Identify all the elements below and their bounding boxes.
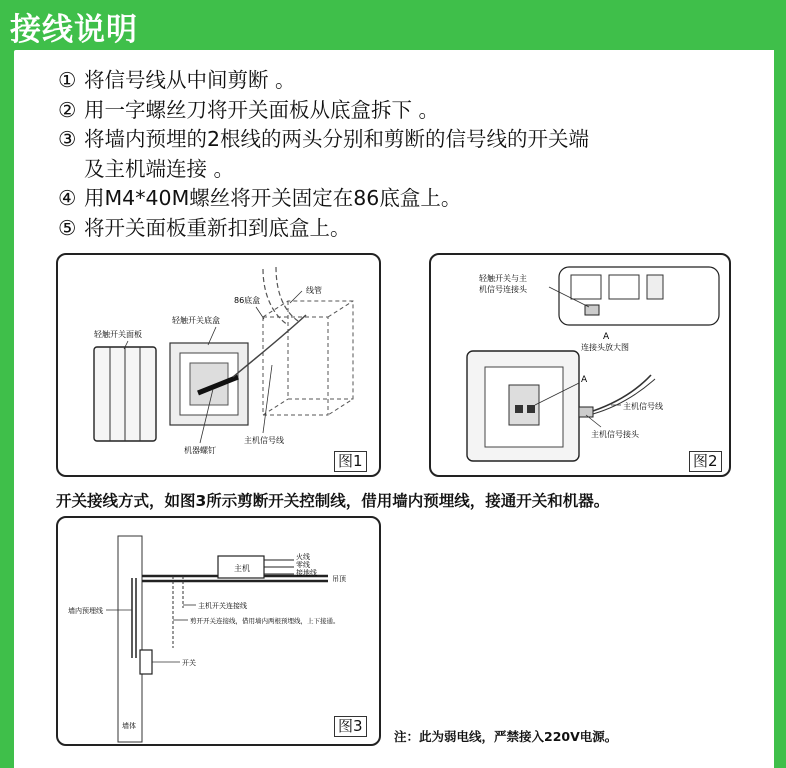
figure-1-illustration xyxy=(58,255,379,475)
instruction-steps xyxy=(58,66,589,243)
callout-host: 主机 xyxy=(234,564,250,573)
step-text: 将开关面板重新扣到底盒上。 xyxy=(84,215,351,240)
callout-connector-line2: 机信号连接头 xyxy=(479,285,527,294)
callout-switch: 开关 xyxy=(182,659,196,667)
callout-host-signal-wire: 主机信号线 xyxy=(623,402,663,411)
callout-embedded-wire: 墙内预埋线 xyxy=(68,607,103,615)
figure-1-panel xyxy=(56,253,381,477)
callout-screw: 机器螺钉 xyxy=(184,446,216,455)
wiring-caption: 开关接线方式，如图3所示剪断开关控制线，借用墙内预埋线，接通开关和机器。 xyxy=(56,492,610,510)
callout-zoom-caption: 连接头放大图 xyxy=(581,343,629,352)
figure-3-panel xyxy=(56,516,381,746)
figure-3-illustration xyxy=(58,518,379,744)
step-item xyxy=(58,184,589,214)
figure-3-label: 图3 xyxy=(334,716,367,737)
step-text: 将墙内预埋的2根线的两头分别和剪断的信号线的开关端 xyxy=(84,127,590,151)
step-number: ⑤ xyxy=(58,215,77,240)
figure-2-illustration xyxy=(431,255,729,475)
callout-switch-base: 轻触开关底盒 xyxy=(172,316,220,325)
step-text: 用一字螺丝刀将开关面板从底盒拆下 。 xyxy=(84,97,440,122)
callout-wall: 墙体 xyxy=(122,722,136,730)
callout-ceiling: 吊顶 xyxy=(332,575,346,583)
step-text: 用M4*40M螺丝将开关固定在86底盒上。 xyxy=(84,186,462,210)
callout-switch-panel: 轻触开关面板 xyxy=(94,330,142,339)
step-item xyxy=(58,96,589,126)
step-item xyxy=(58,66,589,96)
figure-2-panel xyxy=(429,253,731,477)
page-title: 接线说明 xyxy=(10,12,138,48)
warning-note: 注：此为弱电线，严禁接入220V电源。 xyxy=(394,729,618,744)
callout-host-switch-wire: 主机开关连接线 xyxy=(198,602,247,610)
marker-a2: A xyxy=(581,375,588,385)
figure-2-label: 图2 xyxy=(689,451,722,472)
step-text: 及主机端连接 。 xyxy=(84,156,235,181)
callout-cut-note: 剪开开关连接线，借用墙内两根预埋线，上下接通。 xyxy=(190,617,340,625)
header-tab xyxy=(0,0,230,46)
step-text: 将信号线从中间剪断 。 xyxy=(84,68,296,92)
content-sheet xyxy=(14,50,774,768)
callout-conduit: 线管 xyxy=(306,286,322,295)
marker-a: A xyxy=(603,332,610,342)
callout-86-box: 86底盒 xyxy=(234,296,261,305)
step-item xyxy=(58,214,589,244)
step-number: ④ xyxy=(58,186,77,210)
step-item xyxy=(58,125,589,155)
callout-host-signal-wire: 主机信号线 xyxy=(244,436,284,445)
step-number: ③ xyxy=(58,127,77,151)
callout-ground: 接地线 xyxy=(296,569,317,577)
callout-live: 火线 xyxy=(296,553,310,561)
callout-host-signal-connector: 主机信号接头 xyxy=(591,430,639,439)
figure-1-label: 图1 xyxy=(334,451,367,472)
callout-connector-line1: 轻触开关与主 xyxy=(479,274,527,283)
step-number: ① xyxy=(58,68,77,92)
callout-neutral: 零线 xyxy=(296,561,310,569)
step-item xyxy=(58,155,589,185)
step-number: ② xyxy=(58,97,77,122)
